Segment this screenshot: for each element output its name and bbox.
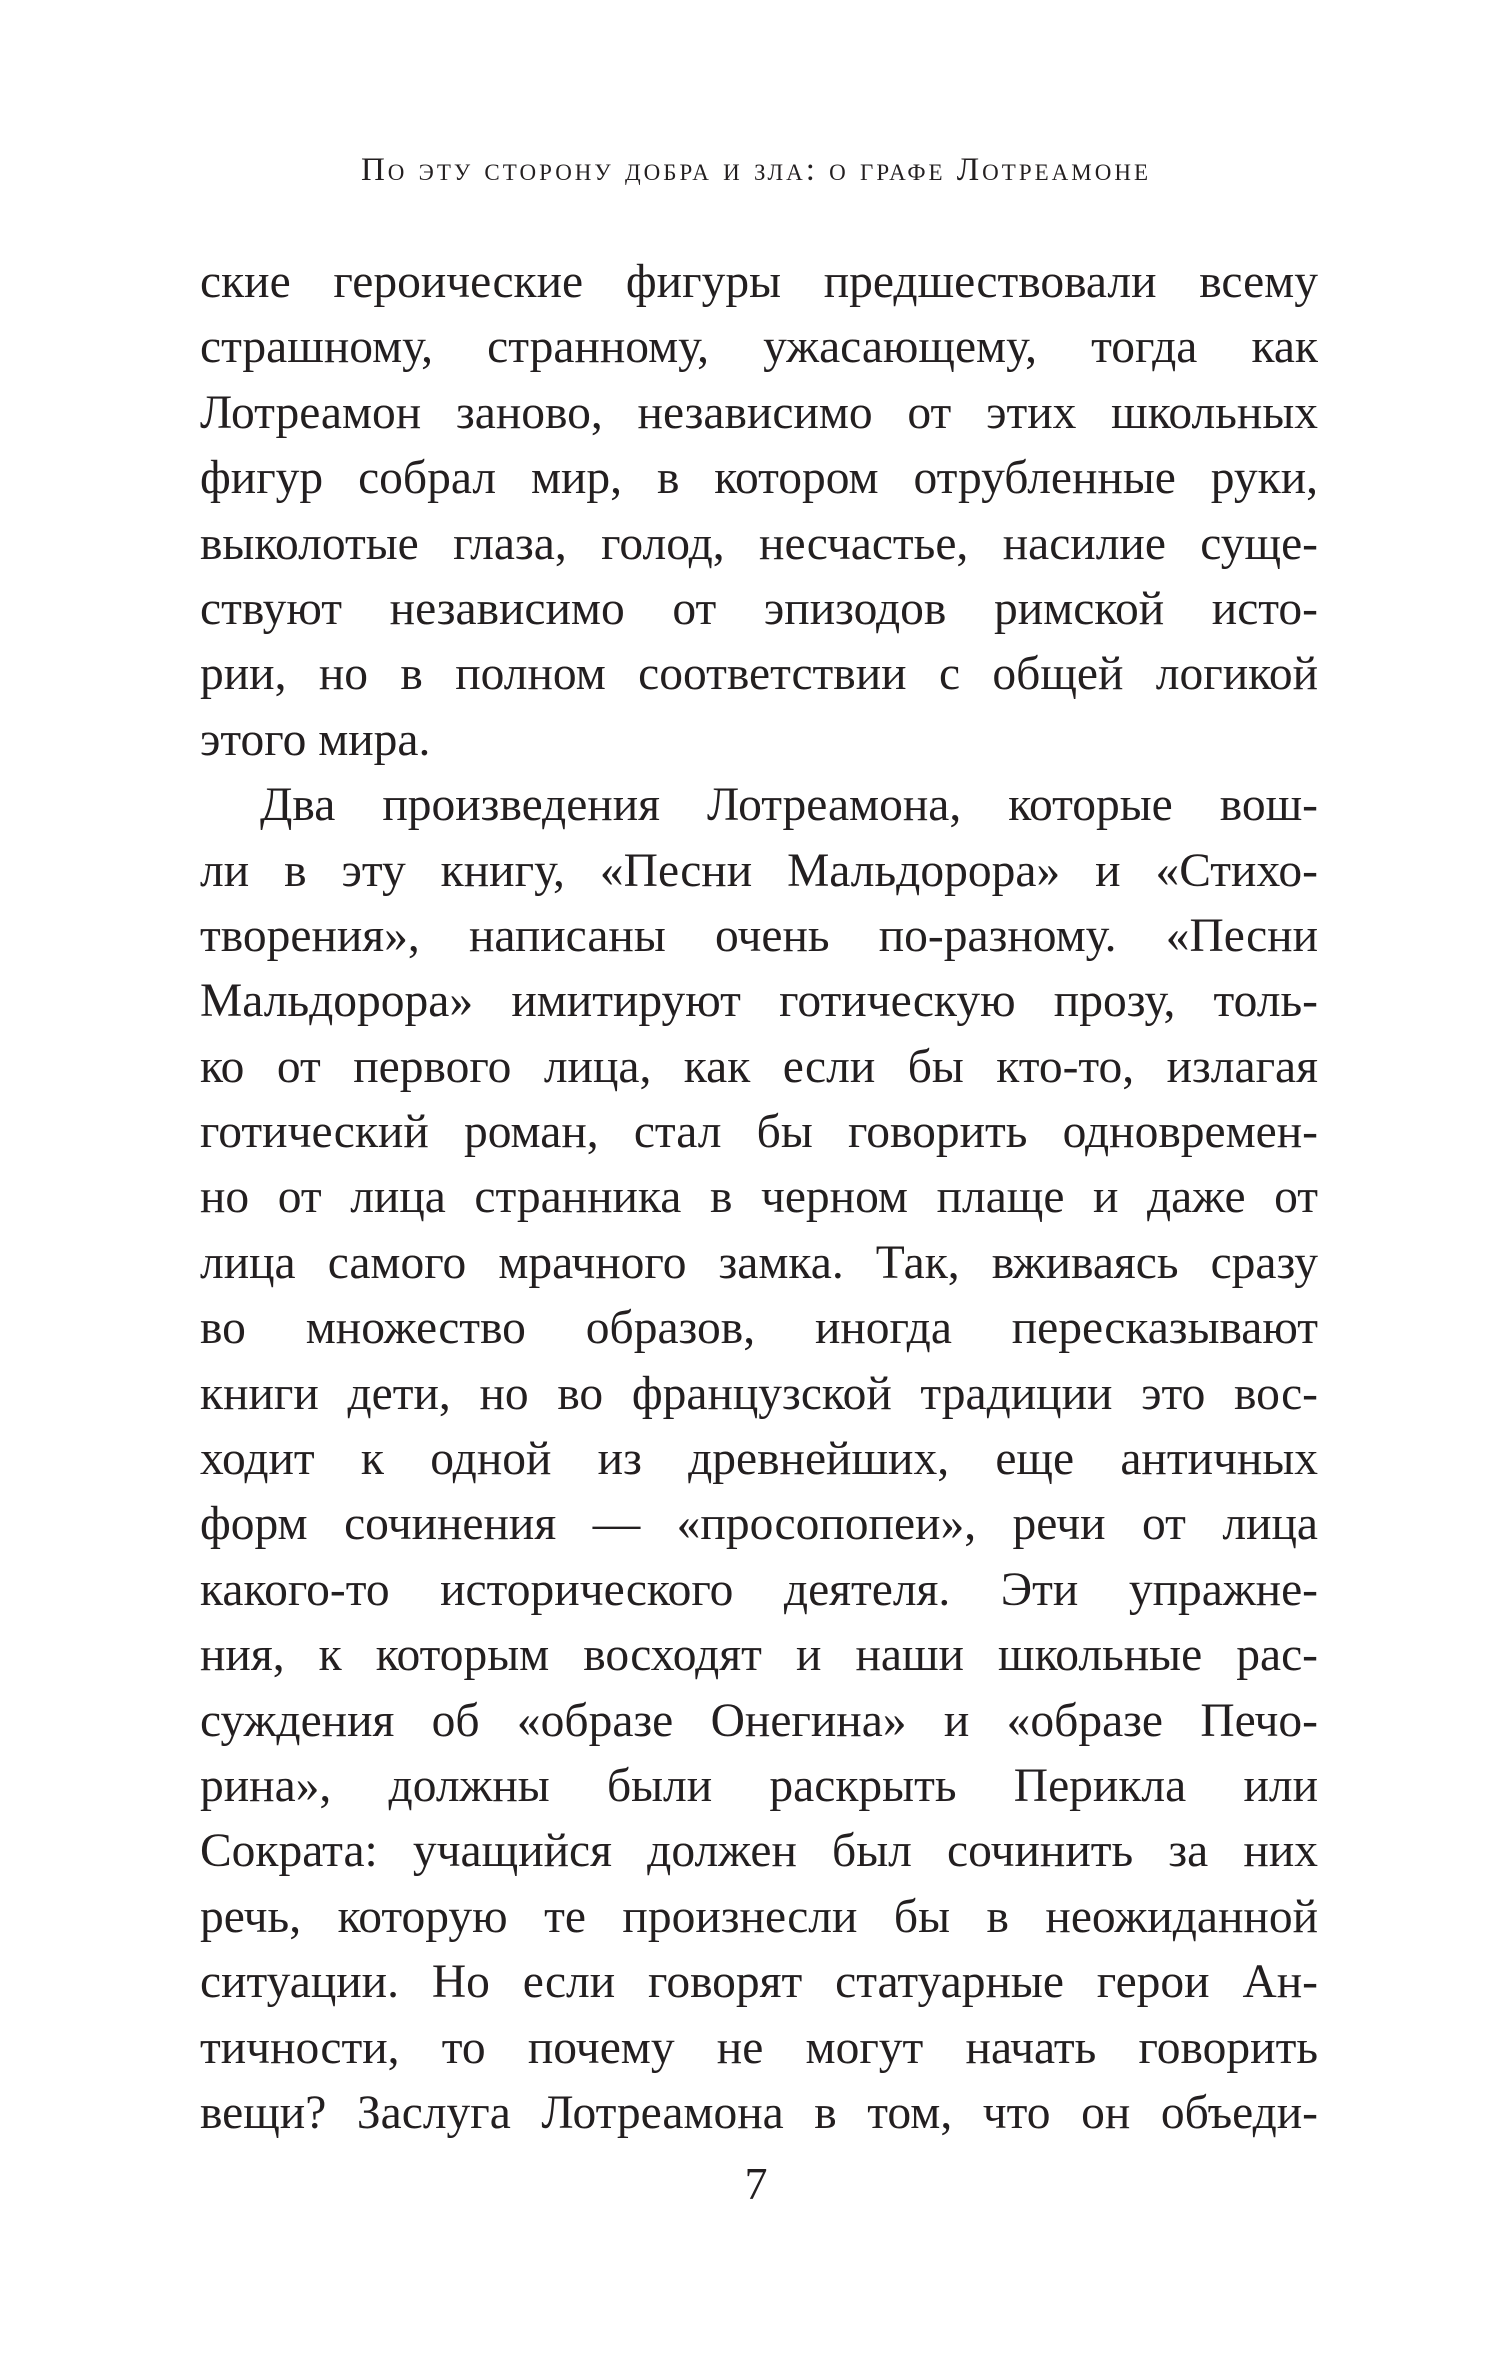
text-line: ко от первого лица, как если бы кто-то, излагая [200, 1040, 1318, 1093]
text-line: готический роман, стал бы говорить одновремен- [200, 1106, 1318, 1159]
body-text [200, 250, 1318, 2146]
text-line: форм сочинения — «просопопеи», речи от лица [200, 1498, 1318, 1551]
text-line: тичности, то почему не могут начать говорить [200, 2021, 1318, 2074]
text-line: суждения об «образе Онегина» и «образе Печо- [200, 1694, 1318, 1747]
text-line: Два произведения Лотреамона, которые вош- [260, 779, 1318, 832]
text-line: вещи? Заслуга Лотреамона в том, что он объеди- [200, 2086, 1318, 2139]
text-line: фигур собрал мир, в котором отрубленные руки, [200, 452, 1318, 505]
text-line: ствуют независимо от эпизодов римской исто- [200, 582, 1318, 635]
text-line: ния, к которым восходят и наши школьные рас- [200, 1629, 1318, 1682]
text-line: речь, которую те произнесли бы в неожиданной [200, 1890, 1318, 1943]
running-head: По эту сторону добра и зла: о графе Лотреамоне [360, 152, 1152, 188]
text-line: рии, но в полном соответствии с общей логикой [200, 648, 1318, 701]
text-line: Сократа: учащийся должен был сочинить за них [200, 1825, 1318, 1878]
text-line: Мальдорора» имитируют готическую прозу, толь- [200, 975, 1318, 1028]
text-line: во множество образов, иногда пересказывают [200, 1302, 1318, 1355]
text-line: ские героические фигуры предшествовали всему [200, 256, 1318, 308]
text-line: этого мира. [200, 713, 431, 766]
text-line: книги дети, но во французской традиции это вос- [200, 1367, 1318, 1420]
text-line: Лотреамон заново, независимо от этих школьных [200, 386, 1318, 439]
text-line: творения», написаны очень по-разному. «Песни [200, 909, 1318, 962]
text-line: рина», должны были раскрыть Перикла или [200, 1759, 1318, 1812]
page-number: 7 [744, 2158, 768, 2209]
text-line: но от лица странника в черном плаще и даже от [200, 1171, 1318, 1224]
text-line: ситуации. Но если говорят статуарные герои Ан- [200, 1956, 1318, 2009]
text-line: страшному, странному, ужасающему, тогда как [200, 321, 1318, 374]
text-line: какого-то исторического деятеля. Эти упражне- [200, 1563, 1318, 1616]
text-line: ли в эту книгу, «Песни Мальдорора» и «Стихо- [200, 844, 1318, 897]
text-line: ходит к одной из древнейших, еще античных [200, 1433, 1318, 1486]
text-line: лица самого мрачного замка. Так, вживаясь сразу [200, 1236, 1318, 1289]
text-line: выколотые глаза, голод, несчастье, насилие суще- [200, 517, 1318, 570]
